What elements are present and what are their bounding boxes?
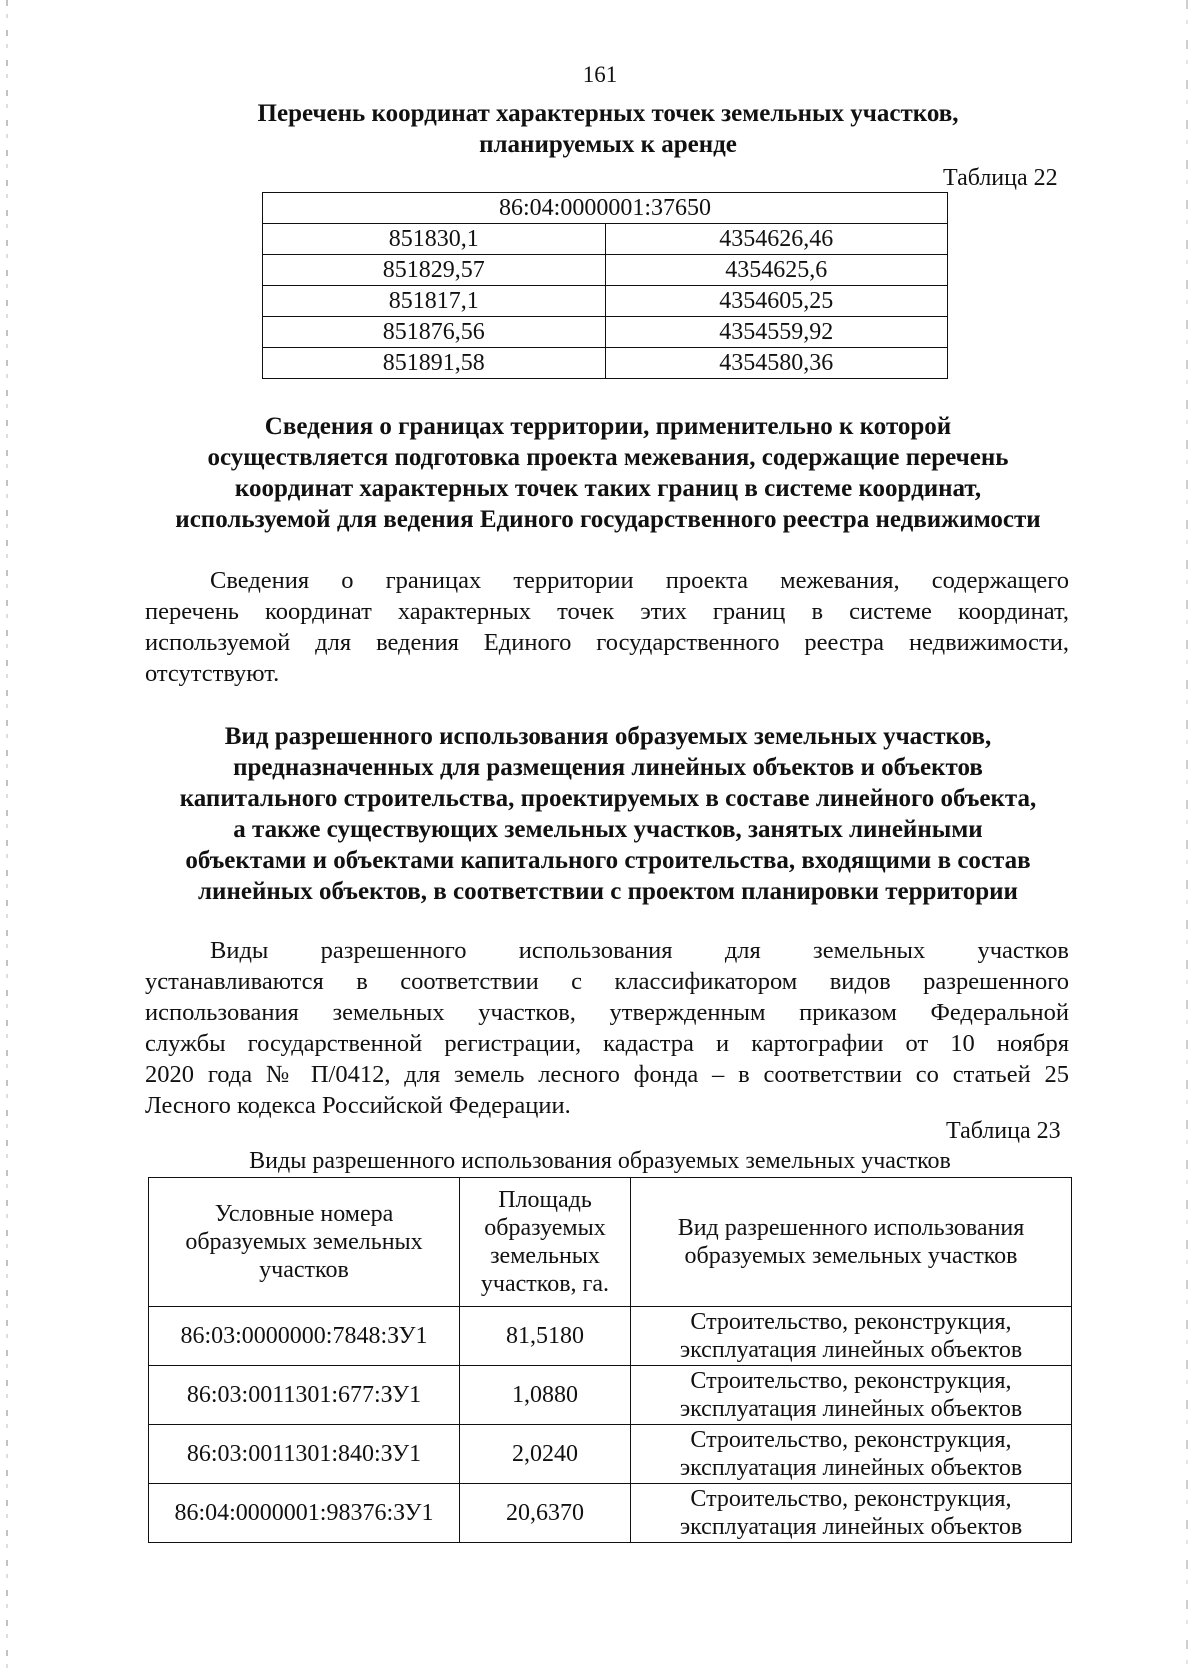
cadastral-number-cell: 86:04:0000001:37650 [263,193,948,224]
header-use [631,1178,1072,1307]
section2-title [140,411,1076,535]
y-coordinate: 4354605,25 [605,286,948,317]
title-line: Сведения о границах территории, применительно к которой [264,413,952,440]
y-coordinate: 4354559,92 [605,317,948,348]
table-row [263,317,948,348]
title-line: а также существующих земельных участков, занятых линейными [233,816,983,843]
table-row [149,1425,1072,1484]
title-line: объектами и объектами капитального строительства, входящими в состав [185,847,1031,874]
plot-area: 1,0880 [460,1366,631,1425]
x-coordinate: 851829,57 [263,255,606,286]
title-line: осуществляется подготовка проекта межевания, содержащие перечень [207,444,1009,471]
paragraph-line: Сведения о границах территории проекта межевания, содержащего [210,567,1069,594]
title-line: используемой для ведения Единого государственного реестра недвижимости [175,506,1041,533]
title-line: координат характерных точек таких границ в системе координат, [234,475,982,502]
use-line: эксплуатация линейных объектов [679,1455,1023,1481]
use-line: Строительство, реконструкция, [690,1427,1012,1453]
table-header-row [263,193,948,224]
header-line: Условные номера [214,1201,394,1227]
section3-paragraph [145,935,1069,1121]
use-line: эксплуатация линейных объектов [679,1514,1023,1540]
paragraph-line: используемой для ведения Единого государственного реестра недвижимости, [145,629,1069,656]
table22-label: Таблица 22 [943,165,1058,191]
title-line: линейных объектов, в соответствии с проектом планировки территории [198,878,1018,905]
header-line: земельных [490,1243,600,1269]
scan-edge-left [6,0,8,1674]
paragraph-line: отсутствуют. [145,660,280,687]
scan-edge-right [1186,0,1188,1674]
title-line: предназначенных для размещения линейных объектов и объектов [233,754,983,781]
paragraph-line: 2020 года № П/0412, для земель лесного фонда – в соответствии со статьей 25 [145,1061,1069,1088]
plot-area: 81,5180 [460,1307,631,1366]
header-line: Вид разрешенного использования [677,1215,1025,1241]
use-line: эксплуатация линейных объектов [679,1337,1023,1363]
plot-use [631,1366,1072,1425]
y-coordinate: 4354580,36 [605,348,948,379]
header-area [460,1178,631,1307]
plot-number: 86:03:0000000:7848:ЗУ1 [149,1307,460,1366]
paragraph-line: Лесного кодекса Российской Федерации. [145,1092,571,1119]
title-line: планируемых к аренде [479,131,737,158]
section3-title [140,721,1076,907]
plot-number: 86:03:0011301:840:ЗУ1 [149,1425,460,1484]
section2-paragraph [145,565,1069,689]
plot-use [631,1307,1072,1366]
plot-use [631,1484,1072,1543]
title-line: Перечень координат характерных точек земельных участков, [257,100,959,127]
title-line: капитального строительства, проектируемых в составе линейного объекта, [179,785,1037,812]
plot-number: 86:03:0011301:677:ЗУ1 [149,1366,460,1425]
header-number [149,1178,460,1307]
x-coordinate: 851891,58 [263,348,606,379]
header-line: образуемых [484,1215,606,1241]
y-coordinate: 4354626,46 [605,224,948,255]
table-row [149,1484,1072,1543]
plot-use [631,1425,1072,1484]
table-row [263,224,948,255]
section1-title [150,98,1066,160]
land-use-table [148,1177,1072,1543]
header-line: образуемых земельных [185,1229,423,1255]
table23-label: Таблица 23 [946,1118,1061,1144]
table-row [149,1307,1072,1366]
header-line: Площадь [498,1187,592,1213]
title-line: Вид разрешенного использования образуемых земельных участков, [224,723,992,750]
use-line: эксплуатация линейных объектов [679,1396,1023,1422]
coordinates-table [262,192,948,379]
paragraph-line: службы государственной регистрации, кадастра и картографии от 10 ноября [145,1030,1069,1057]
table-row [263,348,948,379]
table-row [263,255,948,286]
plot-number: 86:04:0000001:98376:ЗУ1 [149,1484,460,1543]
use-line: Строительство, реконструкция, [690,1309,1012,1335]
table-row [263,286,948,317]
table-header-row [149,1178,1072,1307]
table23-title: Виды разрешенного использования образуемых земельных участков [249,1148,951,1174]
table-row [149,1366,1072,1425]
y-coordinate: 4354625,6 [605,255,948,286]
paragraph-line: устанавливаются в соответствии с классификатором видов разрешенного [145,968,1069,995]
paragraph-line: использования земельных участков, утвержденным приказом Федеральной [145,999,1069,1026]
header-line: образуемых земельных участков [684,1243,1018,1269]
header-line: участков, га. [480,1271,610,1297]
plot-area: 20,6370 [460,1484,631,1543]
paragraph-line: Виды разрешенного использования для земельных участков [210,937,1069,964]
header-line: участков [259,1257,349,1283]
use-line: Строительство, реконструкция, [690,1368,1012,1394]
x-coordinate: 851817,1 [263,286,606,317]
x-coordinate: 851830,1 [263,224,606,255]
paragraph-line: перечень координат характерных точек этих границ в системе координат, [145,598,1069,625]
x-coordinate: 851876,56 [263,317,606,348]
plot-area: 2,0240 [460,1425,631,1484]
page-number: 161 [582,62,618,87]
use-line: Строительство, реконструкция, [690,1486,1012,1512]
